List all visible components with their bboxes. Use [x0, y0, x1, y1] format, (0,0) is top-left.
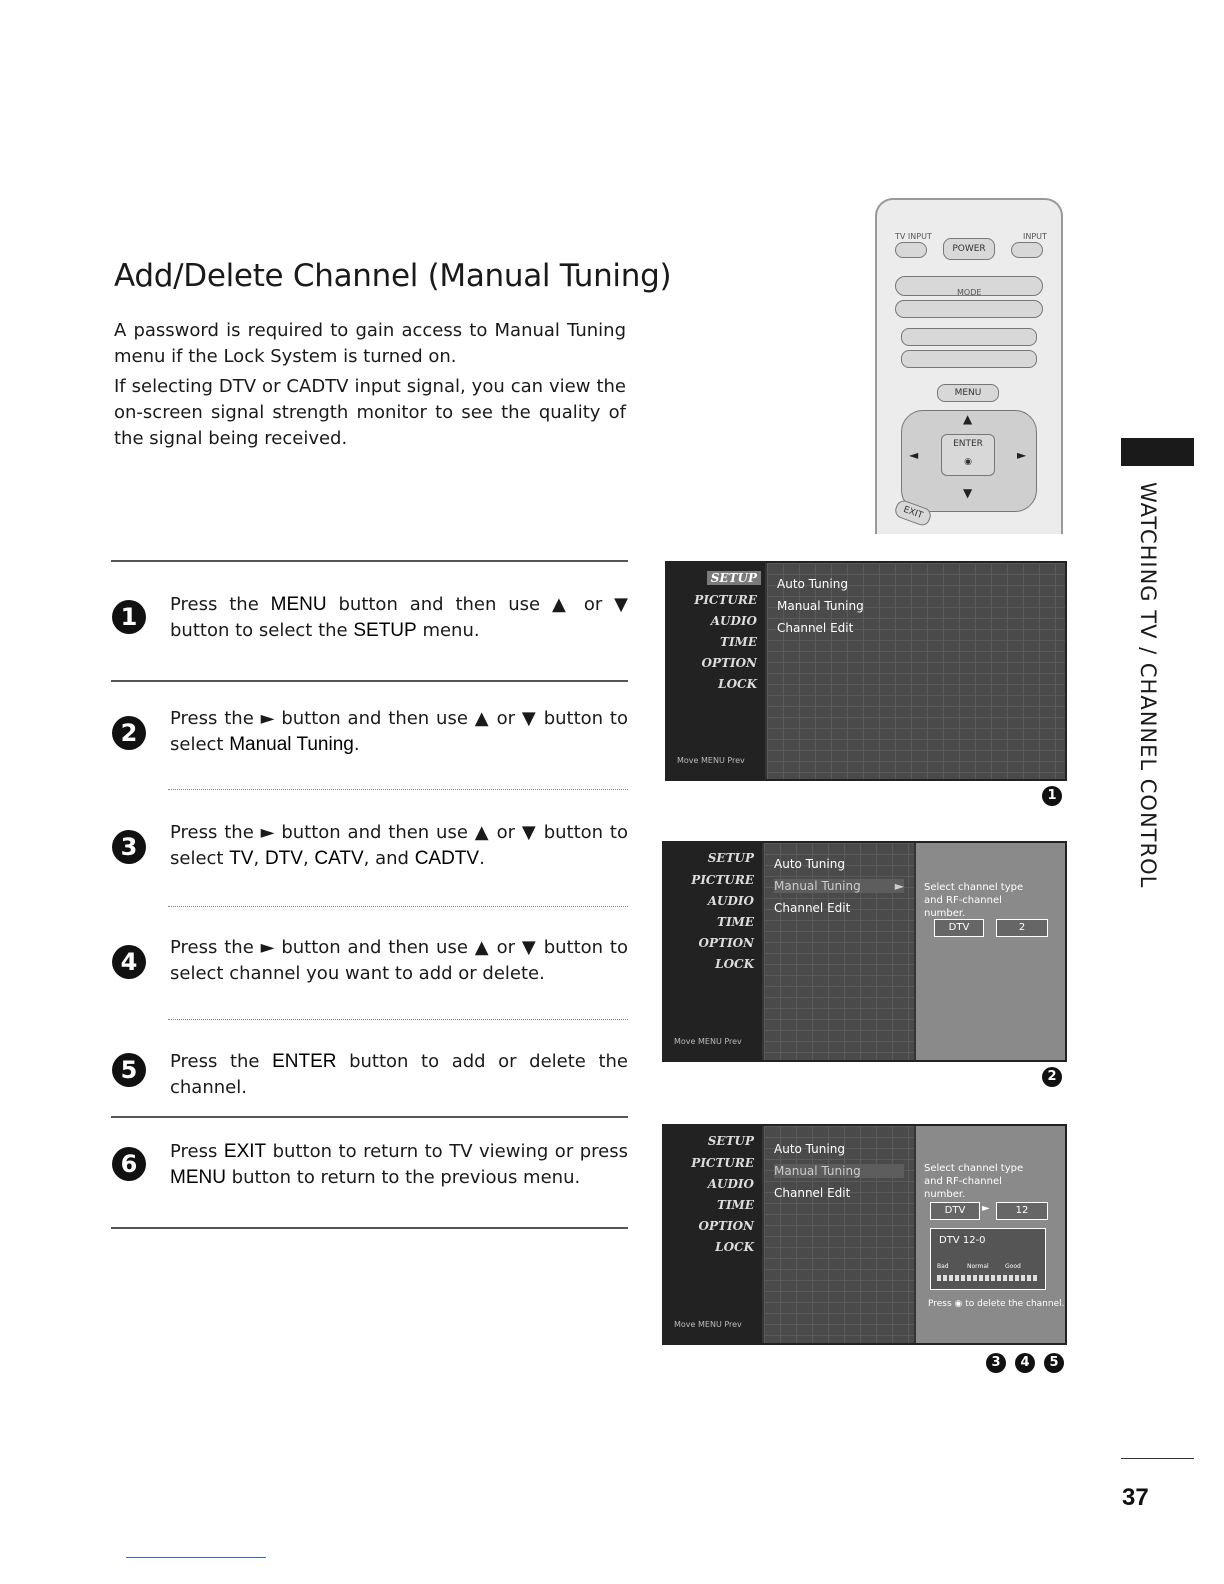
- menu-item-time: TIME: [720, 635, 757, 649]
- step-number-badge: 4: [112, 945, 146, 979]
- page-title: Add/Delete Channel (Manual Tuning): [114, 258, 672, 294]
- menu-item-picture: PICTURE: [694, 593, 757, 607]
- remote-enter-button: [941, 434, 995, 476]
- remote-input-button: [1011, 242, 1043, 258]
- bottom-link-underline: [126, 1557, 266, 1558]
- step-text: Press EXIT button to return to TV viewing or press MENU button to return to the previous menu.: [170, 1141, 628, 1188]
- divider: [111, 1116, 628, 1118]
- menu-content-area: [764, 1126, 914, 1343]
- option-auto-tuning: Auto Tuning: [777, 577, 848, 591]
- menu-item-audio: AUDIO: [710, 614, 757, 628]
- channel-number-field: 12: [996, 1202, 1048, 1220]
- menu-item-option: OPTION: [701, 656, 757, 670]
- divider: [111, 680, 628, 682]
- step-text: Press the ► button and then use ▲ or ▼ button to select Manual Tuning.: [170, 708, 628, 755]
- remote-input-label: INPUT: [1023, 232, 1047, 241]
- screen-3-step-badge: 3: [986, 1353, 1006, 1373]
- channel-type-field: DTV: [930, 1202, 980, 1220]
- section-tab-marker: [1121, 438, 1194, 466]
- menu-item-setup: SETUP: [707, 571, 761, 585]
- tv-menu-screen-1: [665, 561, 1067, 781]
- arrow-right-icon: ►: [982, 1203, 990, 1214]
- pane-instruction: Select channel type and RF-channel number.: [924, 1163, 1024, 1200]
- intro-paragraph-2: If selecting DTV or CADTV input signal, you can view the on-screen signal strength monitor to see the quality of the signal being received.: [114, 376, 626, 449]
- pane-instruction: Select channel type and RF-channel number.: [924, 882, 1024, 919]
- option-channel-edit: Channel Edit: [777, 621, 854, 635]
- menu-sidebar: [664, 1126, 762, 1343]
- menu-item-setup: SETUP: [707, 1134, 754, 1148]
- manual-tuning-pane: [916, 1126, 1065, 1343]
- menu-item-lock: LOCK: [715, 957, 754, 971]
- channel-type-field: DTV: [934, 919, 984, 937]
- remote-power-button: POWER: [943, 238, 995, 260]
- option-auto-tuning: Auto Tuning: [774, 857, 845, 871]
- remote-button-row-2: [901, 350, 1037, 368]
- delete-instruction: Press ◉ to delete the channel.: [928, 1299, 1065, 1309]
- divider: [111, 560, 628, 562]
- remote-enter-label: ENTER: [953, 439, 983, 449]
- menu-item-time: TIME: [717, 1198, 754, 1212]
- remote-menu-button: MENU: [937, 384, 999, 402]
- step-text: Press the ► button and then use ▲ or ▼ button to select channel you want to add or delete.: [170, 937, 628, 984]
- intro-paragraph-1: A password is required to gain access to Manual Tuning menu if the Lock System is turned on.: [114, 320, 626, 367]
- nav-left-arrow-icon: ◄: [909, 448, 919, 462]
- remote-tv-input-button: [895, 242, 927, 258]
- remote-tv-input-label: TV INPUT: [895, 232, 932, 241]
- step-number-badge: 2: [112, 716, 146, 750]
- step-number-badge: 5: [112, 1053, 146, 1087]
- dotted-divider: [168, 906, 628, 907]
- menu-hint: Move MENU Prev: [674, 1037, 742, 1046]
- menu-item-option: OPTION: [698, 1219, 754, 1233]
- level-bad: Bad: [937, 1263, 949, 1270]
- option-channel-edit: Channel Edit: [774, 1186, 851, 1200]
- menu-item-option: OPTION: [698, 936, 754, 950]
- tv-menu-screen-2: [662, 841, 1067, 1062]
- level-normal: Normal: [967, 1263, 989, 1270]
- page-number: 37: [1122, 1484, 1149, 1511]
- section-tab-label: WATCHING TV / CHANNEL CONTROL: [1136, 482, 1160, 889]
- screen-2-step-badge: 2: [1042, 1067, 1062, 1087]
- menu-content-area: [767, 563, 1065, 779]
- dotted-divider: [168, 789, 628, 790]
- option-manual-tuning: Manual Tuning: [777, 599, 864, 613]
- nav-down-arrow-icon: ▼: [963, 486, 973, 500]
- menu-hint: Move MENU Prev: [674, 1320, 742, 1329]
- remote-mode-row-2: [895, 300, 1043, 318]
- channel-number-field: 2: [996, 919, 1048, 937]
- remote-control-illustration: [875, 198, 1063, 534]
- menu-sidebar: [664, 843, 762, 1060]
- menu-hint: Move MENU Prev: [677, 756, 745, 765]
- menu-item-audio: AUDIO: [707, 894, 754, 908]
- remote-mode-label: MODE: [957, 288, 982, 297]
- menu-item-picture: PICTURE: [691, 873, 754, 887]
- menu-content-area: [764, 843, 914, 1060]
- menu-item-picture: PICTURE: [691, 1156, 754, 1170]
- menu-item-time: TIME: [717, 915, 754, 929]
- menu-item-audio: AUDIO: [707, 1177, 754, 1191]
- signal-strength-monitor: [930, 1228, 1046, 1290]
- dotted-divider: [168, 1019, 628, 1020]
- remote-button-row-1: [901, 328, 1037, 346]
- level-good: Good: [1005, 1263, 1021, 1270]
- signal-bar: [937, 1275, 1037, 1281]
- remote-exit-button: EXIT: [893, 498, 933, 527]
- enter-dot-icon: ◉: [964, 457, 972, 467]
- divider: [111, 1227, 628, 1229]
- tv-menu-screen-3: [662, 1124, 1067, 1345]
- arrow-right-icon: ►: [894, 879, 904, 893]
- menu-item-lock: LOCK: [715, 1240, 754, 1254]
- menu-sidebar: [667, 563, 765, 779]
- screen-1-step-badge: 1: [1042, 786, 1062, 806]
- menu-item-setup: SETUP: [707, 851, 754, 865]
- step-text: Press the ENTER button to add or delete the channel.: [170, 1051, 629, 1098]
- step-number-badge: 6: [112, 1147, 146, 1181]
- nav-up-arrow-icon: ▲: [963, 412, 973, 426]
- step-number-badge: 3: [112, 830, 146, 864]
- option-auto-tuning: Auto Tuning: [774, 1142, 845, 1156]
- step-text: Press the MENU button and then use ▲ or ▼ button to select the SETUP menu.: [170, 594, 628, 641]
- option-channel-edit: Channel Edit: [774, 901, 851, 915]
- monitor-channel-label: DTV 12-0: [939, 1235, 986, 1246]
- nav-right-arrow-icon: ►: [1017, 448, 1027, 462]
- step-number-badge: 1: [112, 600, 146, 634]
- option-manual-tuning: Manual Tuning ►: [774, 879, 904, 893]
- manual-tuning-pane: [916, 843, 1065, 1060]
- screen-3-step-badge: 5: [1044, 1353, 1064, 1373]
- menu-item-lock: LOCK: [718, 677, 757, 691]
- option-manual-tuning: Manual Tuning: [774, 1164, 904, 1178]
- step-text: Press the ► button and then use ▲ or ▼ button to select TV, DTV, CATV, and CADTV.: [170, 822, 628, 869]
- screen-3-step-badge: 4: [1015, 1353, 1035, 1373]
- page-number-rule: [1121, 1458, 1194, 1459]
- intro-text: [114, 318, 626, 456]
